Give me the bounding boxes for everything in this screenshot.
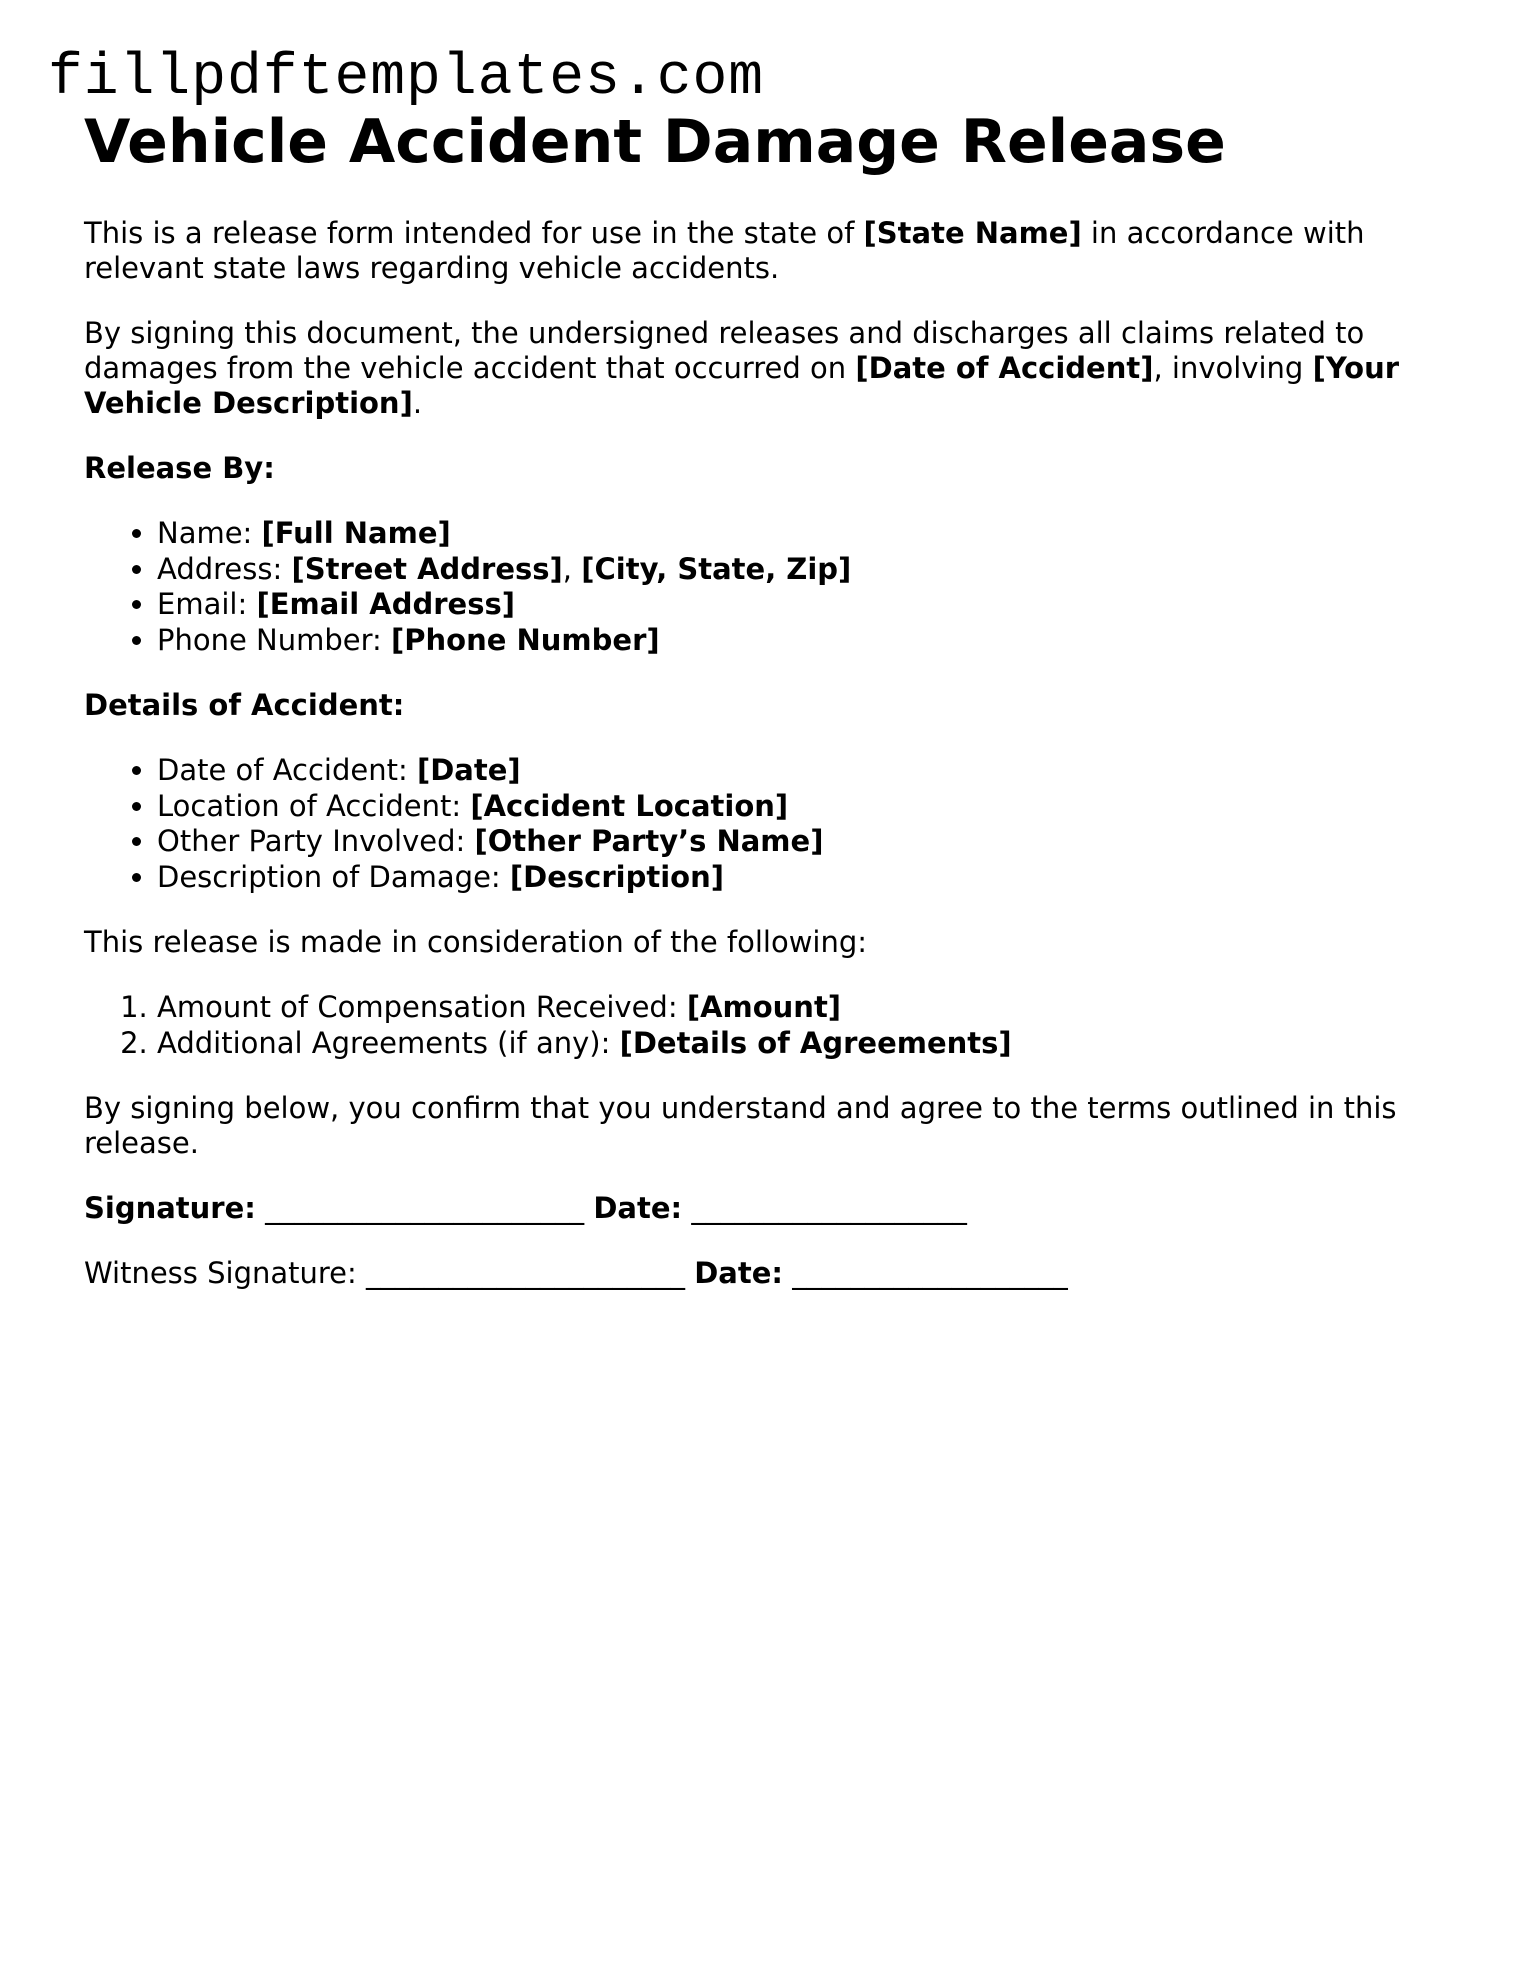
street-address-placeholder: [Street Address] <box>291 551 563 586</box>
signature-date-label: Date: <box>593 1191 683 1225</box>
release-text-middle: , involving <box>1153 351 1313 385</box>
amount-placeholder: [Amount] <box>686 990 842 1024</box>
address-label: Address: <box>157 551 292 586</box>
list-item <box>157 789 1444 825</box>
accident-location-placeholder: [Accident Location] <box>470 788 789 823</box>
witness-signature-blank[interactable]: ______________________ <box>366 1256 695 1290</box>
accident-date-label: Date of Accident: <box>157 753 417 787</box>
signature-label: Signature: <box>84 1191 256 1225</box>
consideration-list <box>84 990 1444 1061</box>
confirmation-paragraph: By signing below, you confirm that you understand and agree to the terms outlined in this release. <box>84 1091 1397 1160</box>
details-heading: Details of Accident: <box>84 688 405 722</box>
amount-label: Amount of Compensation Received: <box>157 990 687 1024</box>
phone-label: Phone Number: <box>157 622 392 657</box>
document-title: Vehicle Accident Damage Release <box>84 107 1226 177</box>
witness-date-blank[interactable]: ___________________ <box>783 1256 1068 1290</box>
other-party-placeholder: [Other Party’s Name] <box>474 824 824 858</box>
list-item <box>157 824 1444 860</box>
witness-signature-line <box>84 1256 1444 1291</box>
agreements-label: Additional Agreements (if any): <box>157 1025 620 1060</box>
vehicle-description-placeholder: [Your Vehicle Description] <box>84 351 1400 420</box>
details-list <box>84 753 1444 895</box>
intro-text-after: in accordance with relevant state laws regarding vehicle accidents. <box>84 216 1365 285</box>
witness-date-label: Date: <box>694 1256 784 1290</box>
damage-description-placeholder: [Description] <box>509 859 724 894</box>
document-body <box>84 102 1444 1291</box>
name-label: Name: <box>157 516 262 550</box>
list-item <box>157 587 1444 623</box>
accident-location-label: Location of Accident: <box>157 788 471 823</box>
release-by-heading: Release By: <box>84 451 275 485</box>
email-label: Email: <box>157 587 257 621</box>
signature-date-blank[interactable]: ___________________ <box>682 1191 967 1225</box>
list-item <box>157 623 1444 659</box>
damage-description-label: Description of Damage: <box>157 859 510 894</box>
agreements-placeholder: [Details of Agreements] <box>619 1025 1012 1060</box>
release-statement-paragraph <box>84 316 1444 421</box>
state-name-placeholder: [State Name] <box>863 216 1082 250</box>
list-item <box>157 1026 1444 1062</box>
list-item <box>157 990 1444 1026</box>
list-item <box>157 860 1444 896</box>
address-separator: , <box>562 551 582 586</box>
email-placeholder: [Email Address] <box>256 587 515 621</box>
signature-line <box>84 1191 1444 1226</box>
release-text-before: By signing this document, the undersigned releases and discharges all claims related to damages from the vehicle accident that occurred on <box>84 316 1365 385</box>
phone-placeholder: [Phone Number] <box>391 622 660 657</box>
city-state-zip-placeholder: [City, State, Zip] <box>581 551 852 586</box>
accident-date-placeholder: [Date] <box>416 753 521 787</box>
other-party-label: Other Party Involved: <box>157 824 475 858</box>
release-by-list <box>84 516 1444 658</box>
list-item <box>157 516 1444 552</box>
release-text-after: . <box>412 386 423 420</box>
intro-paragraph <box>84 216 1444 286</box>
intro-text-before: This is a release form intended for use in the state of <box>84 216 864 250</box>
list-item <box>157 753 1444 789</box>
watermark-logo: fillpdftemplates.com <box>48 46 765 111</box>
full-name-placeholder: [Full Name] <box>261 516 451 550</box>
list-item <box>157 552 1444 588</box>
signature-blank[interactable]: ______________________ <box>255 1191 594 1225</box>
date-of-accident-placeholder: [Date of Accident] <box>855 351 1154 385</box>
witness-signature-label: Witness Signature: <box>84 1256 367 1290</box>
consideration-intro: This release is made in consideration of the following: <box>84 925 868 959</box>
